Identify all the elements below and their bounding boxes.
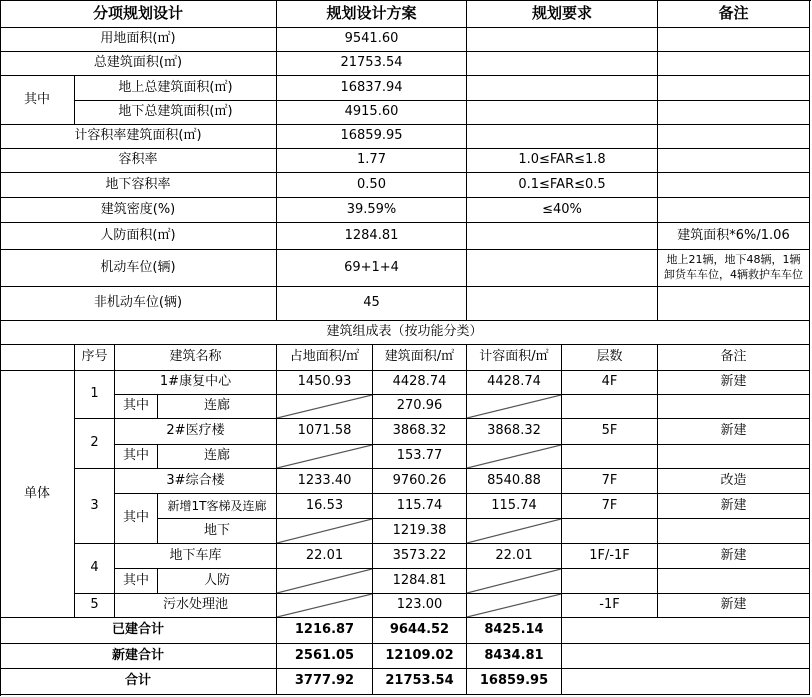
summary-requirement: [467, 250, 658, 287]
diagonal-empty-cell: [467, 445, 562, 469]
composition-title: 建筑组成表（按功能分类）: [0, 321, 810, 345]
item-seq: 4: [75, 544, 115, 594]
item-floors: 4F: [562, 371, 658, 395]
sub-note: [658, 519, 810, 544]
item-footprint: 1071.58: [277, 419, 373, 445]
summary-label: 容积率: [0, 149, 277, 173]
sub-name: 地下: [158, 519, 277, 544]
summary-note: 建筑面积*6%/1.06: [658, 223, 810, 250]
item-area: 3573.22: [373, 544, 467, 569]
summary-value: 9541.60: [277, 28, 467, 52]
summary-label: 建筑密度(%): [0, 198, 277, 223]
total-footprint: 3777.92: [277, 669, 373, 695]
diagonal-empty-cell: [277, 519, 373, 544]
col-seq: 序号: [75, 345, 115, 371]
summary-label: 机动车位(辆): [0, 250, 277, 287]
item-area: 123.00: [373, 594, 467, 618]
summary-note: [658, 287, 810, 321]
item-note: 新建: [658, 594, 810, 618]
summary-note: [658, 173, 810, 198]
item-note: 新建: [658, 419, 810, 445]
qizhong-label: 其中: [0, 76, 75, 125]
summary-label: 总建筑面积(㎡): [0, 52, 277, 76]
total-far: 16859.95: [467, 669, 562, 695]
total-area: 9644.52: [373, 618, 467, 644]
header-note: 备注: [658, 0, 810, 28]
total-far: 8425.14: [467, 618, 562, 644]
sub-far: 115.74: [467, 494, 562, 519]
group-header-blank: [0, 345, 75, 371]
summary-requirement: [467, 28, 658, 52]
summary-label: 地下总建筑面积(㎡): [75, 101, 277, 125]
item-area: 3868.32: [373, 419, 467, 445]
summary-label: 用地面积(㎡): [0, 28, 277, 52]
item-note: 新建: [658, 544, 810, 569]
diagonal-empty-cell: [467, 395, 562, 419]
summary-note: [658, 101, 810, 125]
total-blank: [562, 669, 810, 695]
col-floors: 层数: [562, 345, 658, 371]
item-note: 新建: [658, 371, 810, 395]
item-name: 1#康复中心: [115, 371, 277, 395]
item-floors: -1F: [562, 594, 658, 618]
item-far: 3868.32: [467, 419, 562, 445]
summary-note: [658, 28, 810, 52]
summary-requirement: [467, 76, 658, 101]
col-footprint: 占地面积/㎡: [277, 345, 373, 371]
sub-note: [658, 445, 810, 469]
summary-value: 45: [277, 287, 467, 321]
diagonal-empty-cell: [277, 594, 373, 618]
summary-requirement: [467, 125, 658, 149]
total-label: 新建合计: [0, 644, 277, 669]
item-floors: 7F: [562, 469, 658, 494]
item-footprint: 1233.40: [277, 469, 373, 494]
summary-requirement: 0.1≤FAR≤0.5: [467, 173, 658, 198]
col-area: 建筑面积/㎡: [373, 345, 467, 371]
total-blank: [562, 618, 810, 644]
item-note: 改造: [658, 469, 810, 494]
summary-value: 1.77: [277, 149, 467, 173]
sub-area: 153.77: [373, 445, 467, 469]
sub-note: 新建: [658, 494, 810, 519]
col-far-area: 计容面积/㎡: [467, 345, 562, 371]
diagonal-empty-cell: [467, 594, 562, 618]
col-note: 备注: [658, 345, 810, 371]
sub-qizhong: 其中: [115, 395, 158, 419]
item-footprint: 1450.93: [277, 371, 373, 395]
diagonal-empty-cell: [277, 395, 373, 419]
header-item: 分项规划设计: [0, 0, 277, 28]
sub-note: [658, 395, 810, 419]
sub-name: 连廊: [158, 445, 277, 469]
item-seq: 1: [75, 371, 115, 419]
diagonal-empty-cell: [467, 519, 562, 544]
summary-value: 69+1+4: [277, 250, 467, 287]
sub-name: 新增1T客梯及连廊: [158, 494, 277, 519]
item-name: 地下车库: [115, 544, 277, 569]
group-label: 单体: [0, 371, 75, 618]
item-far: 4428.74: [467, 371, 562, 395]
total-footprint: 1216.87: [277, 618, 373, 644]
sub-area: 1219.38: [373, 519, 467, 544]
sub-floors: [562, 445, 658, 469]
sub-floors: [562, 395, 658, 419]
sub-area: 270.96: [373, 395, 467, 419]
header-plan: 规划设计方案: [277, 0, 467, 28]
item-far: 8540.88: [467, 469, 562, 494]
item-seq: 3: [75, 469, 115, 544]
sub-floors: [562, 569, 658, 594]
total-footprint: 2561.05: [277, 644, 373, 669]
item-name: 3#综合楼: [115, 469, 277, 494]
item-floors: 5F: [562, 419, 658, 445]
item-name: 污水处理池: [115, 594, 277, 618]
summary-label: 人防面积(㎡): [0, 223, 277, 250]
col-name: 建筑名称: [115, 345, 277, 371]
total-blank: [562, 644, 810, 669]
summary-note: [658, 198, 810, 223]
summary-requirement: [467, 287, 658, 321]
summary-value: 1284.81: [277, 223, 467, 250]
item-floors: 1F/-1F: [562, 544, 658, 569]
summary-requirement: [467, 101, 658, 125]
item-seq: 2: [75, 419, 115, 469]
summary-value: 16837.94: [277, 76, 467, 101]
summary-requirement: ≤40%: [467, 198, 658, 223]
sub-area: 1284.81: [373, 569, 467, 594]
item-name: 2#医疗楼: [115, 419, 277, 445]
summary-label: 计容积率建筑面积(㎡): [0, 125, 277, 149]
sub-name: 人防: [158, 569, 277, 594]
summary-note: [658, 149, 810, 173]
item-far: 22.01: [467, 544, 562, 569]
item-seq: 5: [75, 594, 115, 618]
item-footprint: 22.01: [277, 544, 373, 569]
total-label: 已建合计: [0, 618, 277, 644]
sub-footprint: 16.53: [277, 494, 373, 519]
total-area: 12109.02: [373, 644, 467, 669]
summary-requirement: [467, 52, 658, 76]
item-area: 4428.74: [373, 371, 467, 395]
sub-note: [658, 569, 810, 594]
summary-value: 0.50: [277, 173, 467, 198]
summary-value: 39.59%: [277, 198, 467, 223]
sub-qizhong: 其中: [115, 445, 158, 469]
summary-note: 地上21辆，地下48辆，1辆卸货车车位，4辆救护车车位: [658, 250, 810, 287]
summary-requirement: 1.0≤FAR≤1.8: [467, 149, 658, 173]
sub-qizhong: 其中: [115, 494, 158, 544]
diagonal-empty-cell: [467, 569, 562, 594]
total-area: 21753.54: [373, 669, 467, 695]
summary-label: 非机动车位(辆): [0, 287, 277, 321]
summary-value: 4915.60: [277, 101, 467, 125]
diagonal-empty-cell: [277, 569, 373, 594]
header-requirement: 规划要求: [467, 0, 658, 28]
diagonal-empty-cell: [277, 445, 373, 469]
summary-note: [658, 52, 810, 76]
summary-label: 地下容积率: [0, 173, 277, 198]
item-area: 9760.26: [373, 469, 467, 494]
summary-note: [658, 76, 810, 101]
total-far: 8434.81: [467, 644, 562, 669]
summary-note: [658, 125, 810, 149]
summary-requirement: [467, 223, 658, 250]
summary-value: 21753.54: [277, 52, 467, 76]
total-label: 合计: [0, 669, 277, 695]
sub-name: 连廊: [158, 395, 277, 419]
sub-area: 115.74: [373, 494, 467, 519]
sub-qizhong: 其中: [115, 569, 158, 594]
sub-floors: [562, 519, 658, 544]
sub-floors: 7F: [562, 494, 658, 519]
summary-label: 地上总建筑面积(㎡): [75, 76, 277, 101]
summary-value: 16859.95: [277, 125, 467, 149]
